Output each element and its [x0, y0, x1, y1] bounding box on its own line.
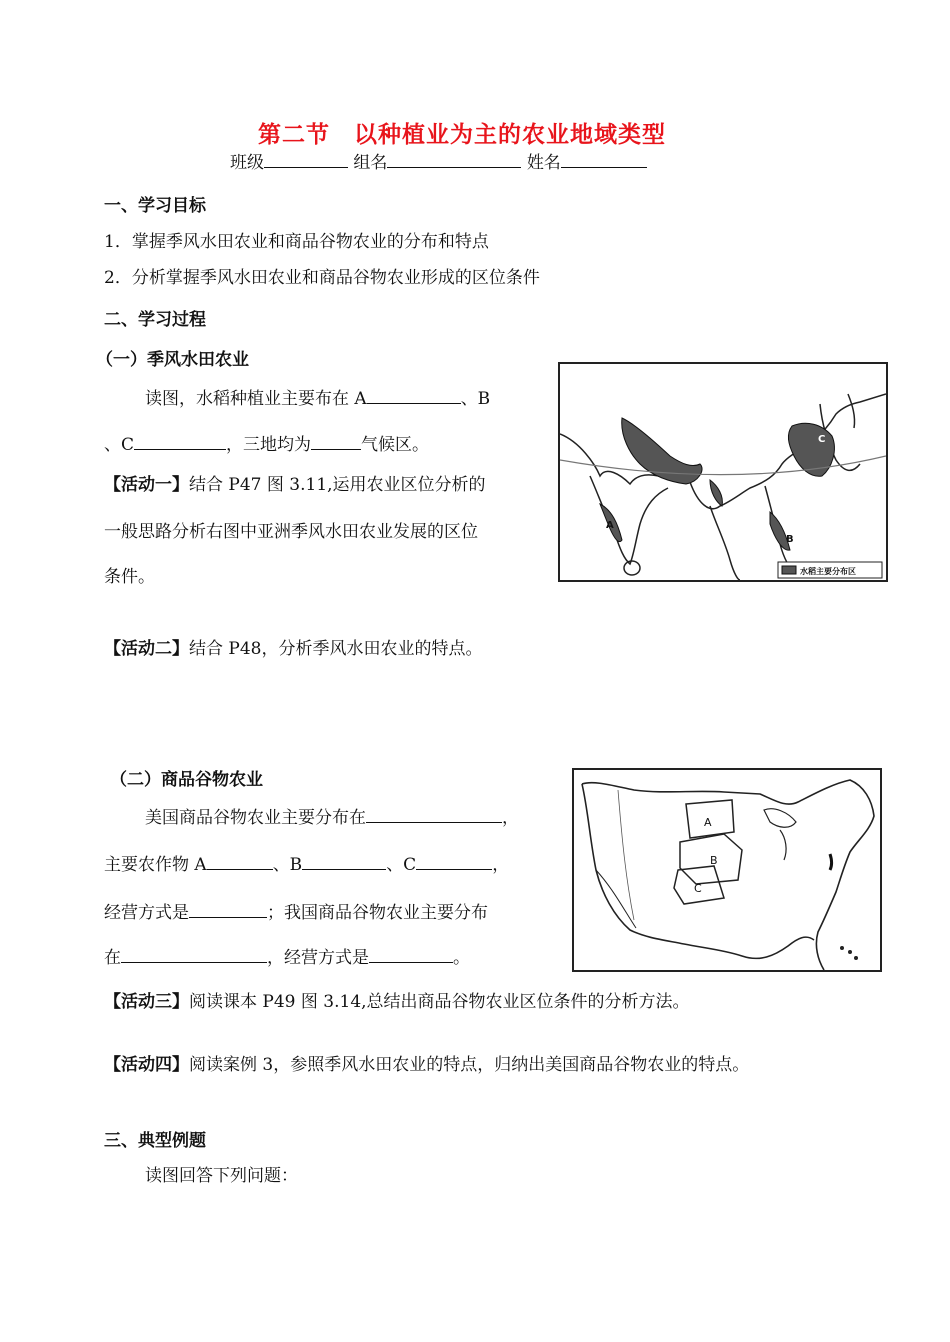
student-info	[230, 150, 647, 175]
blank-cn-mode[interactable]	[369, 945, 453, 963]
activity-4-tag: 【活动四】	[104, 1055, 189, 1075]
grain-question-line3: 经营方式是 ；我国商品谷物农业主要分布	[104, 900, 488, 925]
goal-item: 2．分析掌握季风水田农业和商品谷物农业形成的区位条件	[104, 268, 540, 288]
name-label: 姓名	[526, 153, 561, 173]
us-map-drawing	[574, 770, 880, 970]
paddy-question-line1: 读图，水稻种植业主要布在 A 、B	[145, 386, 490, 411]
paddy-question-line2: 、C ，三地均为 气候区。	[104, 432, 429, 457]
activity-1-line2: 一般思路分析右图中亚洲季风水田农业发展的区位	[104, 522, 478, 542]
group-label: 组名	[353, 153, 388, 173]
page-title: 第二节 以种植业为主的农业地域类型	[258, 122, 666, 148]
blank-us-region[interactable]	[366, 805, 502, 823]
asia-rice-map	[558, 362, 888, 582]
activity-2: 【活动二】结合 P48，分析季风水田农业的特点。	[104, 639, 483, 659]
blank-climate[interactable]	[311, 432, 361, 450]
name-blank[interactable]	[561, 150, 647, 168]
subsection-heading-grain: （二）商品谷物农业	[110, 770, 263, 790]
goal-item: 1．掌握季风水田农业和商品谷物农业的分布和特点	[104, 232, 489, 252]
activity-2-tag: 【活动二】	[104, 639, 189, 659]
class-label: 班级	[230, 153, 264, 173]
blank-crop-a[interactable]	[207, 852, 273, 870]
section-heading-process: 二、学习过程	[104, 310, 206, 330]
us-label-b: B	[710, 854, 718, 867]
blank-us-mode[interactable]	[189, 900, 267, 918]
grain-question-line1: 美国商品谷物农业主要分布在 ，	[145, 805, 519, 830]
blank-cn-region[interactable]	[121, 945, 267, 963]
activity-3-tag: 【活动三】	[104, 992, 189, 1012]
group-blank[interactable]	[387, 150, 521, 168]
activity-3: 【活动三】阅读课本 P49 图 3.14,总结出商品谷物农业区位条件的分析方法。	[104, 992, 690, 1012]
activity-1-line3: 条件。	[104, 567, 155, 587]
section-heading-goals: 一、学习目标	[104, 196, 206, 216]
activity-4: 【活动四】阅读案例 3，参照季风水田农业的特点，归纳出美国商品谷物农业的特点。	[104, 1055, 750, 1075]
asia-map-drawing	[560, 364, 886, 580]
grain-question-line2: 主要农作物 A 、B 、C ，	[104, 852, 509, 877]
class-blank[interactable]	[264, 150, 348, 168]
activity-1-line1: 【活动一】结合 P47 图 3.11,运用农业区位分析的	[104, 475, 486, 495]
subsection-heading-paddy: （一）季风水田农业	[96, 350, 249, 370]
section-heading-examples: 三、典型例题	[104, 1131, 206, 1151]
asia-label-c: C	[818, 434, 826, 445]
blank-a[interactable]	[367, 386, 461, 404]
grain-question-line4: 在 ，经营方式是 。	[104, 945, 470, 970]
us-grain-map	[572, 768, 882, 972]
example-instruction: 读图回答下列问题：	[145, 1166, 298, 1186]
legend-label: 水稻主要分布区	[800, 567, 856, 576]
us-label-c: C	[694, 882, 702, 895]
asia-label-a: A	[606, 520, 614, 531]
blank-crop-b[interactable]	[302, 852, 386, 870]
us-label-a: A	[704, 816, 712, 829]
blank-crop-c[interactable]	[416, 852, 492, 870]
activity-1-tag: 【活动一】	[104, 475, 189, 495]
asia-label-b: B	[786, 534, 794, 545]
blank-c[interactable]	[134, 432, 226, 450]
